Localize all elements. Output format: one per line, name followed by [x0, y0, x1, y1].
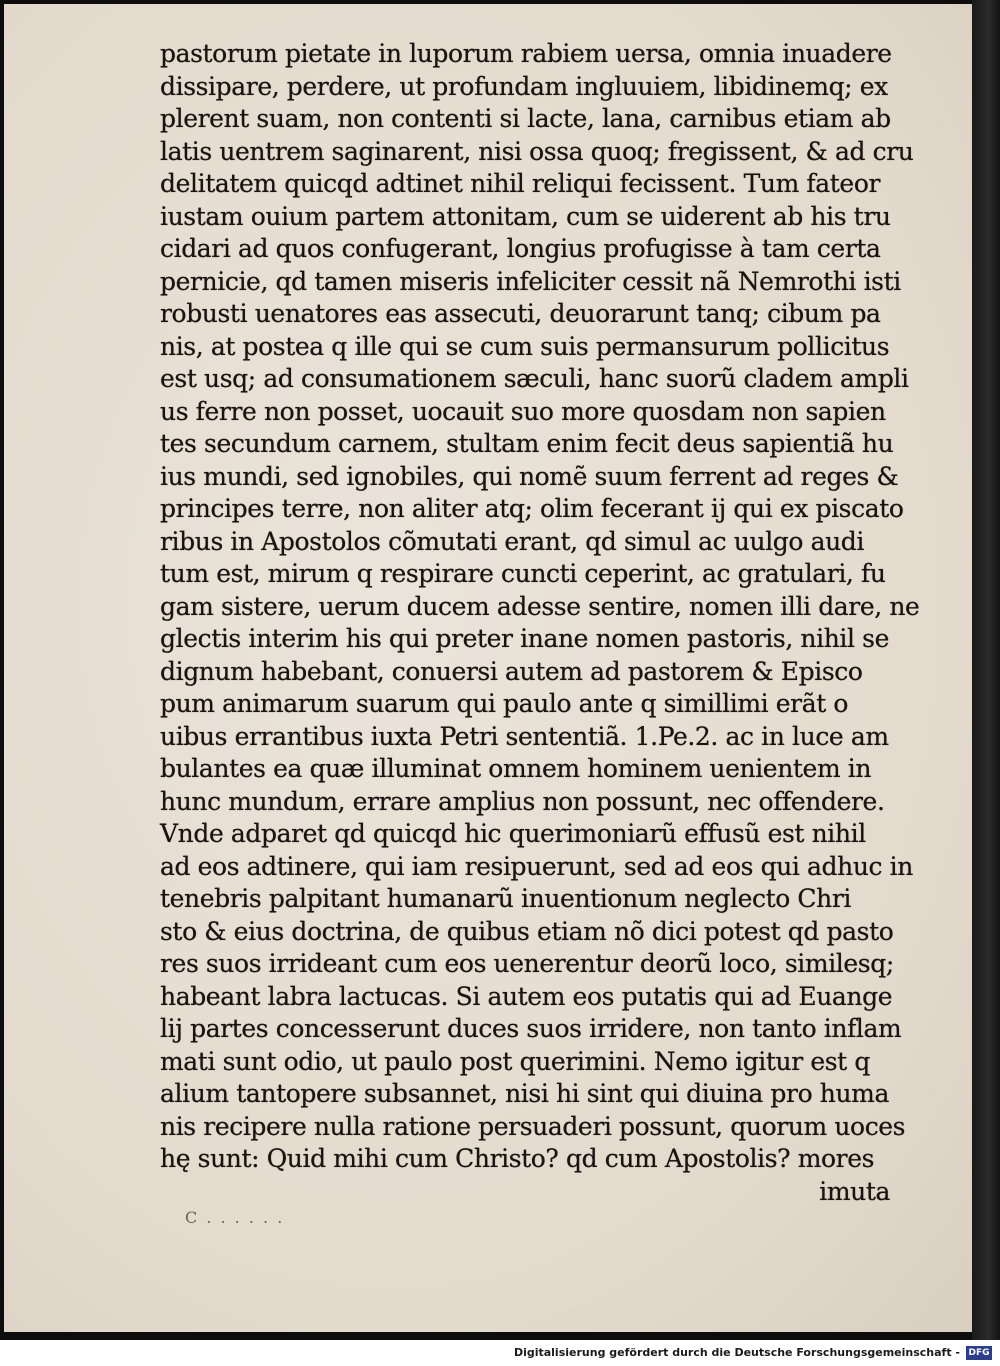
text-line: alium tantopere subsannet, nisi hi sint qui diuina pro huma — [160, 1079, 889, 1108]
text-line: tum est, mirum q respirare cuncti ceperint, ac gratulari, fu — [160, 559, 886, 588]
text-line: ius mundi, sed ignobiles, qui nomẽ suum ferrent ad reges & — [160, 461, 899, 491]
text-line: us ferre non posset, uocauit suo more quosdam non sapien — [160, 396, 886, 426]
catchword: imuta — [819, 1176, 890, 1206]
text-line: dignum habebant, conuersi autem ad pastorem & Episco — [160, 656, 863, 686]
text-line: sto & eius doctrina, de quibus etiam nõ dici potest qd pasto — [160, 916, 894, 946]
text-line: gam sistere, uerum ducem adesse sentire, nomen illi dare, ne — [160, 591, 920, 621]
text-line: ad eos adtinere, qui iam resipuerunt, sed ad eos qui adhuc in — [160, 851, 913, 881]
text-line: hę sunt: Quid mihi cum Christo? qd cum Apostolis? mores — [160, 1144, 875, 1173]
text-line: habeant labra lactucas. Si autem eos putatis qui ad Euange — [160, 981, 893, 1011]
dfg-logo: DFG — [966, 1346, 992, 1360]
text-line: tenebris palpitant humanarũ inuentionum neglecto Chri — [160, 884, 851, 913]
text-line: plerent suam, non contenti si lacte, lana, carnibus etiam ab — [160, 104, 891, 133]
text-line: lij partes concesserunt duces suos irridere, non tanto inflam — [160, 1014, 902, 1043]
text-line: pernicie, qd tamen miseris infeliciter cessit nã Nemrothi isti — [160, 266, 901, 296]
text-line: ribus in Apostolos cõmutati erant, qd simul ac uulgo audi — [160, 526, 865, 556]
text-line: pum animarum suarum qui paulo ante q simillimi erãt o — [160, 689, 849, 718]
text-line: cidari ad quos confugerant, longius profugisse à tam certa — [160, 234, 881, 263]
text-line: latis uentrem saginarent, nisi ossa quoq; fregissent, & ad cru — [160, 136, 914, 166]
text-line: pastorum pietate in luporum rabiem uersa, omnia inuadere — [160, 39, 892, 68]
text-line: principes terre, non aliter atq; olim fecerant ij qui ex piscato — [160, 494, 904, 523]
page-gutter — [972, 0, 1000, 1340]
text-line: robusti uenatores eas assecuti, deuorarunt tanq; cibum pa — [160, 299, 881, 328]
text-line: delitatem quicqd adtinet nihil reliqui fecissent. Tum fateor — [160, 169, 881, 198]
text-line: dissipare, perdere, ut profundam ingluuiem, libidinemq; ex — [160, 71, 888, 101]
text-line: Vnde adparet qd quicqd hic querimoniarũ effusũ est nihil — [160, 819, 866, 848]
text-line: hunc mundum, errare amplius non possunt, nec offendere. — [160, 786, 885, 816]
text-line: mati sunt odio, ut paulo post querimini. Nemo igitur est q — [160, 1046, 870, 1076]
text-line: iustam ouium partem attonitam, cum se uiderent ab his tru — [160, 201, 891, 231]
text-line: nis recipere nulla ratione persuaderi possunt, quorum uoces — [160, 1111, 906, 1141]
text-line: glectis interim his qui preter inane nomen pastoris, nihil se — [160, 624, 889, 653]
footer-credit: Digitalisierung gefördert durch die Deutsche Forschungsgemeinschaft - — [513, 1346, 960, 1359]
text-block — [160, 38, 940, 1208]
text-line: uibus errantibus iuxta Petri sententiã. 1.Pe.2. ac in luce am — [160, 721, 889, 751]
stray-marks: C . . . . . . — [185, 1208, 285, 1227]
text-line: tes secundum carnem, stultam enim fecit deus sapientiã hu — [160, 429, 894, 458]
text-line: nis, at postea q ille qui se cum suis permansurum pollicitus — [160, 331, 890, 361]
text-line: est usq; ad consumationem sæculi, hanc suorũ cladem ampli — [160, 364, 909, 393]
text-line: bulantes ea quæ illuminat omnem hominem uenientem in — [160, 754, 872, 783]
text-line: res suos irrideant cum eos uenerentur deorũ loco, similesq; — [160, 949, 894, 978]
